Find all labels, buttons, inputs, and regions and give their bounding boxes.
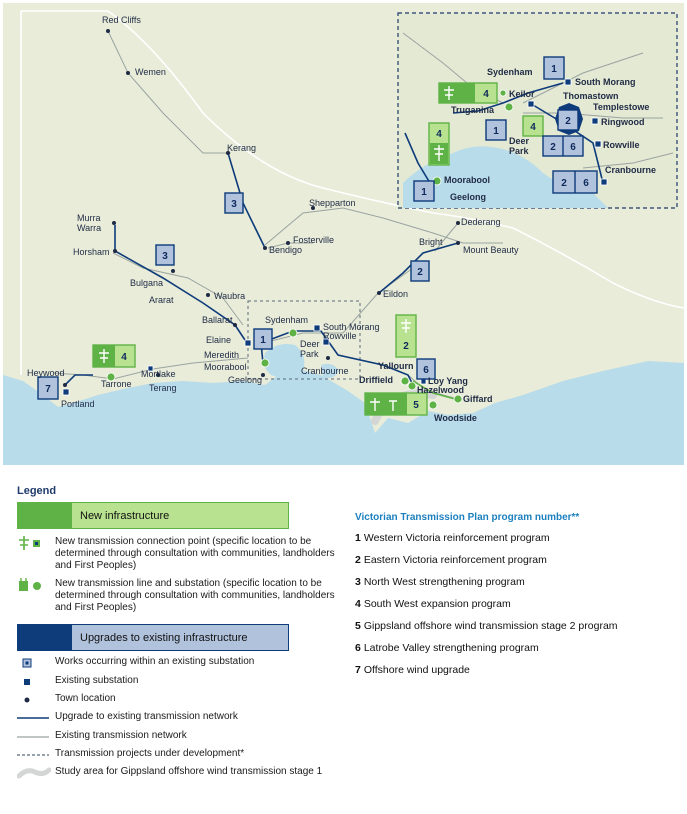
town-portland: Portland	[61, 399, 95, 409]
town-warra: Warra	[77, 223, 102, 233]
svg-text:4: 4	[436, 129, 442, 140]
legend-new-infrastructure	[17, 502, 289, 529]
badge-2-east	[411, 261, 429, 281]
svg-text:1: 1	[260, 335, 266, 346]
svg-text:2: 2	[565, 116, 571, 127]
program-item: 6 Latrobe Valley strengthening program	[355, 642, 539, 654]
town-giffard: Giffard	[463, 394, 493, 404]
inset-town-geelong: Geelong	[450, 192, 487, 202]
town-kerang: Kerang	[227, 143, 257, 153]
study-area-icon	[17, 766, 51, 780]
town-loy-yang: Loy Yang	[428, 376, 468, 386]
town-heywood: Heywood	[27, 368, 65, 378]
inset-town-templestowe: Templestowe	[593, 102, 650, 112]
victoria-map	[3, 3, 684, 465]
new-swatch	[18, 503, 72, 528]
legend-upgrades	[17, 624, 289, 651]
badge-1-ballarat	[254, 329, 272, 349]
town-hazelwood: Hazelwood	[417, 385, 465, 395]
inset-badge-2-6-rowville	[543, 136, 583, 156]
svg-text:1: 1	[421, 187, 427, 198]
svg-text:4: 4	[121, 352, 127, 363]
town-red-cliffs: Red Cliffs	[102, 15, 141, 25]
legend-title: Legend	[17, 485, 57, 497]
town-shepparton: Shepparton	[309, 198, 356, 208]
badge-4-southwest	[93, 345, 135, 367]
svg-text:1: 1	[493, 126, 499, 137]
town-horsham: Horsham	[73, 247, 110, 257]
inset-town-cranbourne: Cranbourne	[605, 165, 657, 175]
town-south-morang: South Morang	[323, 322, 380, 332]
inset-badge-1-top	[544, 57, 564, 79]
works-substation-icon	[17, 656, 51, 670]
badge-5-offshore	[365, 393, 427, 415]
inset-badge-1-truganina	[486, 120, 506, 140]
town-moorabool: Moorabool	[204, 362, 247, 372]
inset-badge-4-sydenham	[439, 83, 497, 103]
program-item: 5 Gippsland offshore wind transmission stage 2 program	[355, 620, 618, 632]
existing-line-icon	[17, 730, 51, 744]
town-fosterville: Fosterville	[293, 235, 335, 245]
legend-study-area: Study area for Gippsland offshore wind transmission stage 1	[17, 766, 337, 792]
program-item: 3 North West strengthening program	[355, 576, 525, 588]
svg-text:2: 2	[403, 341, 409, 352]
town-mount-beauty: Mount Beauty	[463, 245, 519, 255]
town-yallourn: Yallourn	[378, 361, 414, 371]
town-park: Park	[300, 349, 319, 359]
inset-town-deer: Deer	[509, 136, 530, 146]
svg-text:2: 2	[417, 267, 423, 278]
svg-text:5: 5	[413, 400, 419, 411]
town-dot-icon	[17, 693, 51, 707]
svg-text:7: 7	[45, 384, 51, 395]
program-list-title: Victorian Transmission Plan program number**	[355, 512, 580, 523]
inset-town-moorabool: Moorabool	[444, 175, 490, 185]
legend-panel: Legend New infrastructure New transmission connection point (specific location to be determined through consultation with communities, landholders and First Peoples) New transmission line and substation (specific location to be determined through consultation with communities, landholders and First Peoples) Upgrades to existing infrastructure Works occurring within an existing substation Existing substation Town location Upgrade to existing transmission network Existing transmission network Transmission projects under development* Study area for Gippsland offshore wind transmission stage 1 Victorian Transmission Plan program number** 1 Western Victoria reinforcement program 2 Eastern Victoria reinforcement program 3 North West strengthening program 4 South West expansion program 5 Gippsland offshore wind transmission stage 2 program 6 Latrobe Valley strengthening program 7 Offshore wind upgrade	[3, 470, 684, 810]
town-murra: Murra	[77, 213, 101, 223]
inset-badge-4-deer-park	[523, 116, 543, 136]
town-ballarat: Ballarat	[202, 315, 233, 325]
town-mortlake: Mortlake	[141, 369, 176, 379]
town-woodside: Woodside	[434, 413, 477, 423]
svg-text:2: 2	[550, 142, 556, 153]
town-eildon: Eildon	[383, 289, 409, 299]
program-item: 7 Offshore wind upgrade	[355, 664, 470, 676]
town-driffield: Driffield	[359, 375, 394, 385]
inset-town-south-morang: South Morang	[575, 77, 636, 87]
town-waubra: Waubra	[214, 291, 246, 301]
town-wemen: Wemen	[135, 67, 166, 77]
program-item: 4 South West expansion program	[355, 598, 511, 610]
inset-town-rowville: Rowville	[603, 140, 640, 150]
legend-upgrades-label: Upgrades to existing infrastructure	[80, 631, 248, 644]
inset-town-sydenham: Sydenham	[487, 67, 533, 77]
dashed-line-icon	[17, 748, 51, 762]
town-rowville: Rowville	[323, 331, 357, 341]
town-ararat: Ararat	[149, 295, 174, 305]
svg-text:6: 6	[423, 365, 429, 376]
town-bright: Bright	[419, 237, 443, 247]
badge-3-west	[156, 245, 174, 265]
inset-badge-4-moorabool	[429, 123, 449, 165]
legend-new-infrastructure-label: New infrastructure	[80, 509, 170, 522]
inset-town-keilor: Keilor	[509, 89, 535, 99]
svg-text:6: 6	[583, 178, 589, 189]
svg-text:6: 6	[570, 142, 576, 153]
upgrade-line-icon	[17, 711, 51, 725]
program-item: 1 Western Victoria reinforcement program	[355, 532, 550, 544]
town-deer: Deer	[300, 339, 320, 349]
svg-text:2: 2	[561, 178, 567, 189]
inset-town-truganina: Truganina	[451, 105, 495, 115]
svg-text:1: 1	[551, 64, 557, 75]
town-sydenham: Sydenham	[265, 315, 309, 325]
line-substation-icon	[17, 578, 51, 592]
inset-badge-2-6-cranbourne	[553, 171, 597, 193]
town-elaine: Elaine	[206, 335, 232, 345]
badge-7-heywood	[38, 377, 58, 399]
town-dederang: Dederang	[461, 217, 501, 227]
town-cranbourne: Cranbourne	[301, 366, 349, 376]
town-tarrone: Tarrone	[101, 379, 132, 389]
town-terang: Terang	[149, 383, 177, 393]
inset-town-park: Park	[509, 146, 529, 156]
legend-new-line-substation: New transmission line and substation (specific location to be determined through consultation with communities, landholders and First Peoples)	[17, 578, 337, 614]
inset-town-thomastown: Thomastown	[563, 91, 619, 101]
badge-3-north	[225, 193, 243, 213]
town-bendigo: Bendigo	[269, 245, 303, 255]
connection-point-icon	[17, 536, 51, 550]
legend-new-connection-point: New transmission connection point (specific location to be determined through consultation with communities, landholders and First Peoples)	[17, 536, 337, 572]
svg-text:3: 3	[162, 251, 168, 262]
inset-badge-1-geelong	[414, 181, 434, 201]
badge-2-gippsland	[396, 315, 416, 357]
svg-text:3: 3	[231, 199, 237, 210]
inset-badge-2-templestowe	[555, 103, 583, 135]
town-geelong: Geelong	[228, 375, 263, 385]
svg-text:4: 4	[483, 89, 489, 100]
program-item: 2 Eastern Victoria reinforcement program	[355, 554, 547, 566]
town-meredith: Meredith	[204, 350, 240, 360]
svg-text:4: 4	[530, 122, 536, 133]
existing-substation-icon	[17, 675, 51, 689]
town-bulgana: Bulgana	[130, 278, 164, 288]
inset-town-ringwood: Ringwood	[601, 117, 645, 127]
upgrade-swatch	[18, 625, 72, 650]
